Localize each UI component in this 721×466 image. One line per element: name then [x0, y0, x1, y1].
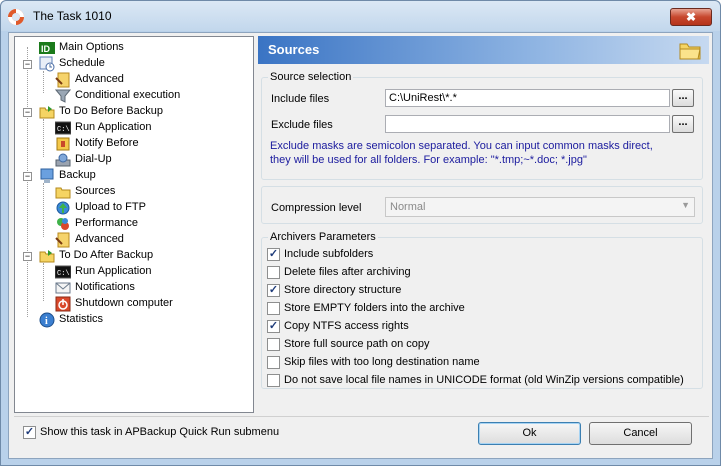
close-button[interactable]: ✖	[670, 8, 712, 26]
svg-text:C:\: C:\	[57, 270, 70, 278]
source-selection-group	[261, 71, 703, 180]
panel-title: Sources	[268, 42, 320, 57]
include-files-label: Include files	[271, 93, 330, 105]
notify-icon	[55, 136, 71, 152]
quick-run-checkbox-row[interactable]	[23, 425, 343, 441]
archiver-option-label: Do not save local file names in UNICODE format (old WinZip versions compatible)	[284, 374, 684, 386]
source-selection-label: Source selection	[270, 71, 352, 83]
exclude-masks-hint	[270, 139, 670, 167]
advanced-settings-icon	[55, 72, 71, 88]
title-bar[interactable]	[1, 1, 720, 31]
archivers-parameters-group	[261, 231, 703, 389]
quick-run-label: Show this task in APBackup Quick Run submenu	[40, 426, 280, 438]
tree-item-label: Run Application	[75, 121, 152, 133]
compression-level-label: Compression level	[271, 202, 362, 214]
archiver-option-checkbox[interactable]: ✓	[268, 248, 279, 260]
archiver-option-row[interactable]	[267, 247, 697, 263]
schedule-icon	[39, 56, 55, 72]
tree-item-label: Performance	[75, 217, 138, 229]
tree-item-label: Statistics	[59, 313, 104, 325]
chevron-down-icon: ▼	[681, 200, 690, 210]
archiver-option-checkbox[interactable]	[267, 338, 280, 351]
backup-collapse-toggle[interactable]: −	[24, 171, 31, 181]
folder-icon	[679, 40, 701, 60]
include-files-browse-button[interactable]: ...	[672, 89, 694, 107]
archiver-option-label: Include subfolders	[284, 248, 374, 260]
archiver-option-checkbox[interactable]: ✓	[268, 284, 279, 296]
archiver-option-row[interactable]	[267, 283, 697, 299]
archiver-option-label: Store full source path on copy	[284, 338, 430, 350]
tree-item-label: Notify Before	[75, 137, 139, 149]
tree-item-label: Conditional execution	[75, 89, 181, 101]
compression-level-select[interactable]	[385, 197, 695, 217]
advanced-settings-icon	[55, 232, 71, 248]
cancel-button[interactable]: Cancel	[589, 422, 692, 445]
folder-arrow-icon	[39, 248, 55, 264]
tree-item-label: Sources	[75, 185, 116, 197]
hint-line: Exclude masks are semicolon separated. You can input common masks direct,	[270, 140, 653, 152]
archivers-parameters-label: Archivers Parameters	[270, 231, 376, 243]
include-files-input[interactable]: C:\UniRest\*.*	[385, 89, 670, 107]
task-options-tree[interactable]	[14, 36, 254, 413]
shutdown-icon	[55, 296, 71, 312]
todo-after-collapse-toggle[interactable]: −	[24, 251, 31, 261]
sources-panel	[258, 36, 709, 413]
tree-item-label: Main Options	[59, 41, 124, 53]
tree-item-label: To Do Before Backup	[59, 105, 163, 117]
todo-before-collapse-toggle[interactable]: −	[24, 107, 31, 117]
archiver-option-row[interactable]	[267, 265, 697, 281]
archiver-option-row[interactable]	[267, 355, 697, 371]
backup-icon	[39, 168, 55, 184]
archiver-option-row[interactable]	[267, 373, 697, 389]
archiver-option-checkbox[interactable]: ✓	[268, 320, 279, 332]
archiver-option-checkbox[interactable]	[267, 356, 280, 369]
performance-icon	[55, 216, 71, 232]
tree-item-label: Run Application	[75, 265, 152, 277]
archiver-option-label: Delete files after archiving	[284, 266, 411, 278]
ok-button[interactable]: Ok	[478, 422, 581, 445]
folder-arrow-icon	[39, 104, 55, 120]
dialup-icon	[55, 152, 71, 168]
exclude-files-browse-button[interactable]: ...	[672, 115, 694, 133]
console-icon	[55, 120, 71, 136]
archiver-option-label: Store EMPTY folders into the archive	[284, 302, 465, 314]
archiver-option-label: Skip files with too long destination name	[284, 356, 480, 368]
compression-level-value: Normal	[390, 201, 426, 213]
lifebuoy-icon	[7, 8, 25, 26]
exclude-files-input[interactable]	[385, 115, 670, 133]
archiver-option-checkbox[interactable]	[267, 266, 280, 279]
folder-icon	[55, 184, 71, 200]
svg-text:i: i	[45, 316, 48, 327]
hint-line: they will be used for all folders. For example: "*.tmp;~*.doc; *.jpg"	[270, 154, 587, 166]
archiver-option-label: Copy NTFS access rights	[284, 320, 409, 332]
archiver-option-row[interactable]	[267, 319, 697, 335]
svg-text:C:\: C:\	[57, 126, 70, 134]
tree-item-label: Schedule	[59, 57, 105, 69]
archiver-option-row[interactable]	[267, 301, 697, 317]
exclude-files-label: Exclude files	[271, 119, 333, 131]
archiver-option-checkbox[interactable]	[267, 302, 280, 315]
tree-item-label: Shutdown computer	[75, 297, 173, 309]
filter-funnel-icon	[55, 88, 71, 104]
tree-item-label: Advanced	[75, 233, 124, 245]
ftp-upload-icon	[55, 200, 71, 216]
tree-item-label: Upload to FTP	[75, 201, 146, 213]
svg-text:ID: ID	[41, 44, 50, 54]
tree-item-label: Backup	[59, 169, 96, 181]
info-icon	[39, 312, 55, 328]
tree-item-label: To Do After Backup	[59, 249, 154, 261]
envelope-icon	[55, 280, 71, 296]
panel-header	[258, 36, 709, 64]
id-card-icon	[39, 40, 55, 56]
tree-item-label: Dial-Up	[75, 153, 112, 165]
schedule-collapse-toggle[interactable]: −	[24, 59, 31, 69]
console-icon	[55, 264, 71, 280]
archiver-option-label: Store directory structure	[284, 284, 402, 296]
window-title: The Task 1010	[33, 9, 112, 23]
archiver-option-row[interactable]	[267, 337, 697, 353]
compression-group	[261, 186, 703, 224]
archiver-option-checkbox[interactable]	[267, 374, 280, 387]
tree-item-label: Notifications	[75, 281, 135, 293]
dialog-body	[8, 32, 713, 459]
quick-run-checkbox[interactable]: ✓	[24, 426, 35, 438]
tree-item-label: Advanced	[75, 73, 124, 85]
